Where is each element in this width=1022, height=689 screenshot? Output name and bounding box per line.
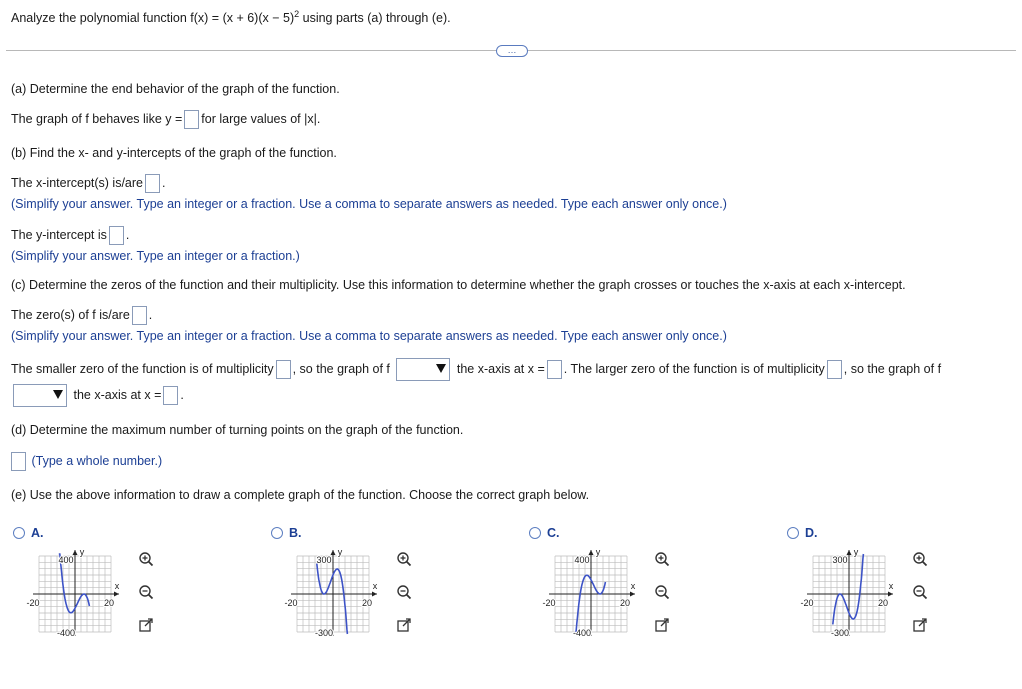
x-axis-label: x: [630, 581, 636, 591]
graph-thumbnail: [13, 548, 133, 640]
zoom-in-icon[interactable]: [654, 551, 670, 567]
x-intercept-input[interactable]: [145, 174, 160, 193]
answer-option-c[interactable]: [529, 524, 739, 644]
part-a-answer-line: The graph of f behaves like y = for large values of |x|.: [11, 110, 320, 129]
x-max-label: 20: [877, 598, 889, 608]
y-intercept-line: The y-intercept is .: [11, 226, 129, 245]
end-behavior-input[interactable]: [184, 110, 199, 129]
radio-button[interactable]: [271, 527, 283, 539]
x-axis-arrow-icon: [114, 592, 119, 597]
zeros-input[interactable]: [132, 306, 147, 325]
x-min-label: -20: [284, 598, 298, 608]
graph-thumbnail: [529, 548, 649, 640]
x-axis-arrow-icon: [372, 592, 377, 597]
x-max-label: 20: [361, 598, 373, 608]
larger-multiplicity-input[interactable]: [827, 360, 842, 379]
smaller-behavior-dropdown[interactable]: [396, 358, 450, 381]
x-axis-label: x: [114, 581, 120, 591]
dropdown-arrow-icon: [53, 390, 63, 399]
y-min-label: -300: [314, 628, 334, 638]
question-text: Analyze the polynomial function $f(x) = (x + 6)(x - 5)^2$ using parts (a) through (e).: [11, 9, 451, 26]
expand-button[interactable]: …: [496, 45, 528, 57]
radio-button[interactable]: [529, 527, 541, 539]
radio-button[interactable]: [787, 527, 799, 539]
zoom-out-icon[interactable]: [912, 584, 928, 600]
larger-behavior-dropdown[interactable]: [13, 384, 67, 407]
x-max-label: 20: [619, 598, 631, 608]
zoom-in-icon[interactable]: [138, 551, 154, 567]
part-d-heading: (d) Determine the maximum number of turning points on the graph of the function.: [11, 423, 464, 437]
open-graph-icon[interactable]: [654, 617, 670, 633]
larger-zero-input[interactable]: [163, 386, 178, 405]
zeros-line: The zero(s) of f is/are .: [11, 306, 152, 325]
turning-points-input[interactable]: [11, 452, 26, 471]
graph-thumbnail: [787, 548, 907, 640]
smaller-multiplicity-input[interactable]: [276, 360, 291, 379]
y-axis-label: y: [79, 548, 85, 557]
part-c-heading: (c) Determine the zeros of the function and their multiplicity. Use this information to determine whether the graph crosses or touches the x-axis at each x-intercept.: [11, 278, 906, 292]
y-min-label: -300: [830, 628, 850, 638]
answer-option-d[interactable]: [787, 524, 997, 644]
y-axis-label: y: [853, 548, 859, 557]
graph-thumbnail: [271, 548, 391, 640]
y-intercept-hint: (Simplify your answer. Type an integer or a fraction.): [11, 249, 300, 263]
y-axis-label: y: [595, 548, 601, 557]
open-graph-icon[interactable]: [138, 617, 154, 633]
x-intercept-line: The x-intercept(s) is/are .: [11, 174, 165, 193]
x-max-label: 20: [103, 598, 115, 608]
x-axis-arrow-icon: [888, 592, 893, 597]
radio-button[interactable]: [13, 527, 25, 539]
y-min-label: -400: [56, 628, 76, 638]
option-label: D.: [805, 526, 818, 540]
y-max-label: 300: [832, 555, 848, 565]
zoom-in-icon[interactable]: [396, 551, 412, 567]
zoom-out-icon[interactable]: [138, 584, 154, 600]
x-axis-label: x: [372, 581, 378, 591]
option-label: A.: [31, 526, 44, 540]
open-graph-icon[interactable]: [912, 617, 928, 633]
x-min-label: -20: [26, 598, 40, 608]
y-min-label: -400: [572, 628, 592, 638]
smaller-zero-input[interactable]: [547, 360, 562, 379]
x-min-label: -20: [800, 598, 814, 608]
turning-points-line: (Type a whole number.): [11, 452, 162, 471]
zoom-out-icon[interactable]: [654, 584, 670, 600]
part-b-heading: (b) Find the x- and y-intercepts of the graph of the function.: [11, 146, 337, 160]
dropdown-arrow-icon: [436, 364, 446, 373]
x-min-label: -20: [542, 598, 556, 608]
option-label: C.: [547, 526, 560, 540]
answer-option-b[interactable]: [271, 524, 481, 644]
function-curve: [317, 564, 348, 634]
x-axis-label: x: [888, 581, 894, 591]
y-intercept-input[interactable]: [109, 226, 124, 245]
y-max-label: 400: [574, 555, 590, 565]
multiplicity-line: The smaller zero of the function is of multiplicity , so the graph of f the x-axis at x = . The larger zero of the function is of multiplicity , so the graph of f: [11, 358, 941, 381]
option-label: B.: [289, 526, 302, 540]
zeros-hint: (Simplify your answer. Type an integer or a fraction. Use a comma to separate answers as needed. Type each answer only once.): [11, 329, 727, 343]
open-graph-icon[interactable]: [396, 617, 412, 633]
x-intercept-hint: (Simplify your answer. Type an integer or a fraction. Use a comma to separate answers as needed. Type each answer only once.): [11, 197, 727, 211]
part-e-heading: (e) Use the above information to draw a complete graph of the function. Choose the correct graph below.: [11, 488, 590, 502]
y-axis-label: y: [337, 548, 343, 557]
y-max-label: 400: [58, 555, 74, 565]
y-max-label: 300: [316, 555, 332, 565]
part-a-heading: (a) Determine the end behavior of the graph of the function.: [11, 82, 340, 96]
zoom-out-icon[interactable]: [396, 584, 412, 600]
answer-option-a[interactable]: [13, 524, 223, 644]
function-curve: [575, 575, 606, 634]
multiplicity-line-2: the x-axis at x = .: [11, 384, 184, 407]
zoom-in-icon[interactable]: [912, 551, 928, 567]
x-axis-arrow-icon: [630, 592, 635, 597]
